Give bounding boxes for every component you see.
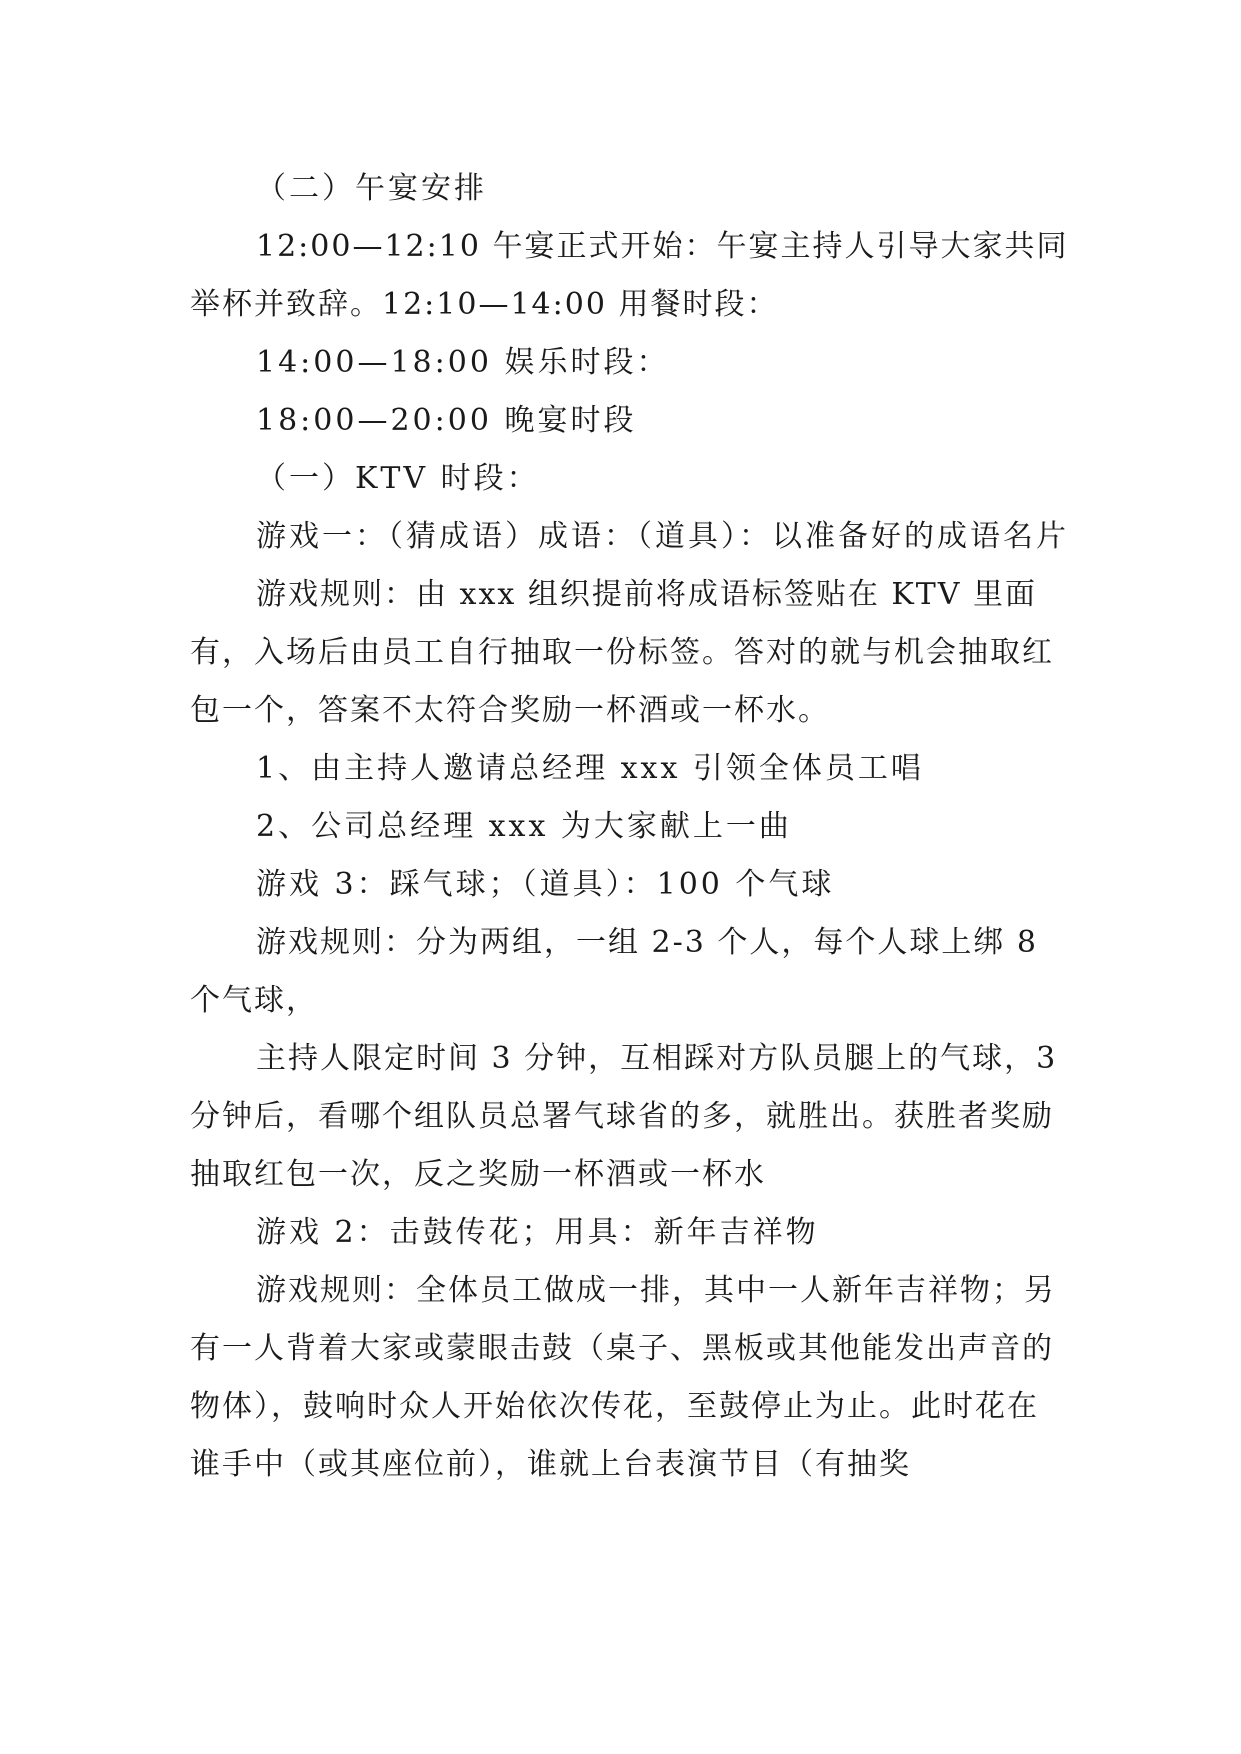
game-two-rules: 游戏规则：全体员工做成一排，其中一人新年吉祥物；另有一人背着大家或蒙眼击鼓（桌子、黑板或其他能发出声音的物体），鼓响时众人开始依次传花，至鼓停止为止。此时花在谁手中（或其座位前），谁就上台表演节目（有抽奖 bbox=[190, 1273, 1056, 1482]
game-two-title: 游戏 2：击鼓传花；用具：新年吉祥物 bbox=[256, 1215, 819, 1250]
item-one-sing: 1、由主持人邀请总经理 xxx 引领全体员工唱 bbox=[256, 751, 924, 786]
game-three-details: 主持人限定时间 3 分钟，互相踩对方队员腿上的气球，3 分钟后，看哪个组队员总署气球省的多，就胜出。获胜者奖励抽取红包一次，反之奖励一杯酒或一杯水 bbox=[190, 1041, 1058, 1192]
game-three-title: 游戏 3：踩气球；（道具）：100 个气球 bbox=[256, 867, 835, 902]
game-three-rules: 游戏规则：分为两组，一组 2-3 个人，每个人球上绑 8 个气球， bbox=[190, 925, 1039, 1018]
item-two-song: 2、公司总经理 xxx 为大家献上一曲 bbox=[256, 809, 792, 844]
schedule-lunch-start: 12:00—12:10 午宴正式开始：午宴主持人引导大家共同举杯并致辞。12:10—14:00 用餐时段： bbox=[190, 229, 1069, 322]
document-body bbox=[190, 160, 1070, 1494]
section-heading-ktv: （一）KTV 时段： bbox=[256, 461, 540, 496]
game-one-rules: 游戏规则：由 xxx 组织提前将成语标签贴在 KTV 里面有，入场后由员工自行抽取一份标签。答对的就与机会抽取红包一个，答案不太符合奖励一杯酒或一杯水。 bbox=[190, 577, 1054, 728]
section-heading-lunch: （二）午宴安排 bbox=[256, 171, 487, 206]
game-one-title: 游戏一：（猜成语）成语：（道具）：以准备好的成语名片 bbox=[256, 519, 1069, 554]
schedule-dinner: 18:00—20:00 晚宴时段 bbox=[256, 403, 637, 438]
schedule-entertainment: 14:00—18:00 娱乐时段： bbox=[256, 345, 670, 380]
